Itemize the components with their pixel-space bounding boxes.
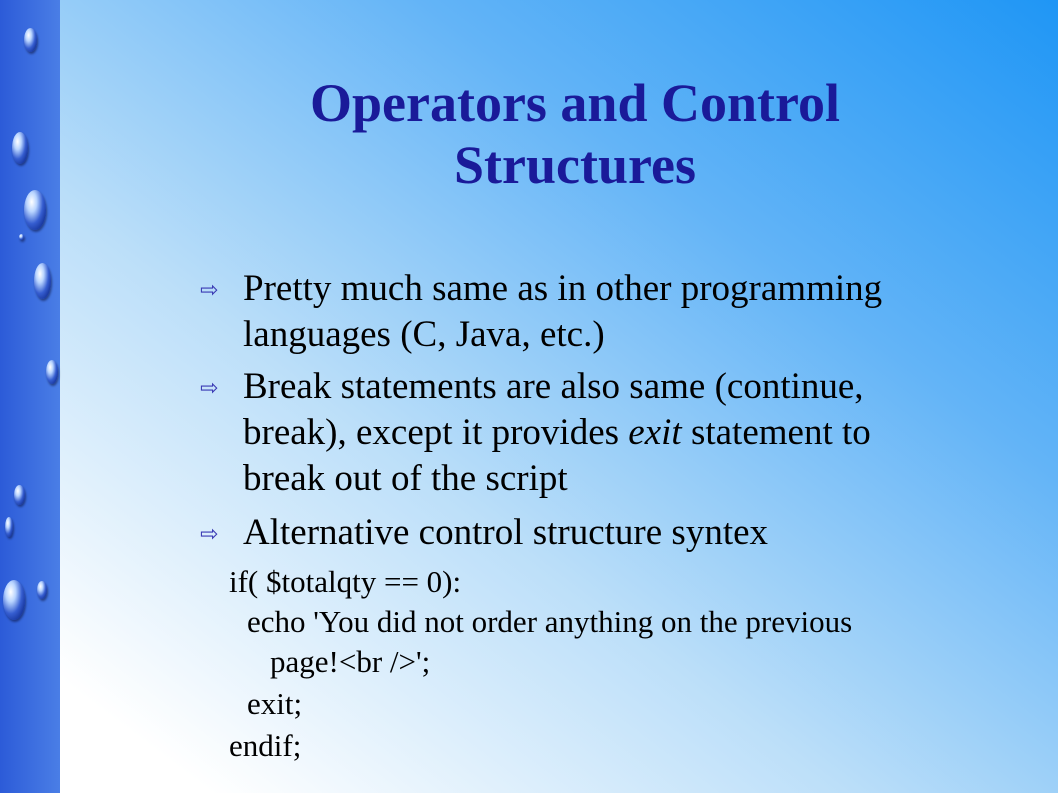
code-line: page!<br />'; (270, 644, 431, 679)
water-drop-icon (19, 234, 24, 240)
code-line: endif; (229, 728, 302, 763)
bullet-text (243, 266, 882, 358)
bullet-text-emphasis: exit (628, 412, 682, 453)
code-line: exit; (247, 686, 303, 721)
water-drop-icon (12, 132, 28, 164)
bullet-text (243, 364, 871, 502)
slide-title-line1: Operators and Control (309, 73, 840, 133)
water-drop-icon (24, 28, 37, 52)
water-drop-icon (14, 485, 25, 505)
slide-title (195, 72, 955, 196)
bullet-item (200, 364, 1000, 502)
bullet-line: Alternative control structure syntex (243, 512, 769, 553)
code-line: echo 'You did not order anything on the previous (247, 604, 853, 639)
bullet-line: Pretty much same as in other programming (243, 268, 883, 309)
decorative-sidebar (0, 0, 60, 793)
bullet-text (243, 510, 768, 556)
bullet-item (200, 266, 1000, 358)
water-drop-icon (37, 581, 47, 599)
water-drop-icon (24, 190, 46, 230)
water-drop-icon (46, 360, 58, 384)
arrow-bullet-icon: ⇨ (200, 376, 219, 401)
bullet-line: break out of the script (243, 458, 568, 499)
arrow-bullet-icon: ⇨ (200, 278, 219, 303)
bullet-item (200, 510, 1000, 556)
slide-title-line2: Structures (454, 135, 696, 195)
bullet-text-segment: break), except it provides (243, 412, 629, 453)
code-line: if( $totalqty == 0): (229, 564, 462, 599)
arrow-bullet-icon: ⇨ (200, 522, 219, 547)
bullet-text-segment: statement to (681, 412, 871, 453)
water-drop-icon (3, 580, 25, 620)
water-drop-icon (34, 263, 51, 299)
water-drop-icon (5, 517, 13, 537)
bullet-line: languages (C, Java, etc.) (243, 314, 605, 355)
bullet-line: Break statements are also same (continue, (243, 366, 864, 407)
bullet-line (243, 410, 871, 456)
